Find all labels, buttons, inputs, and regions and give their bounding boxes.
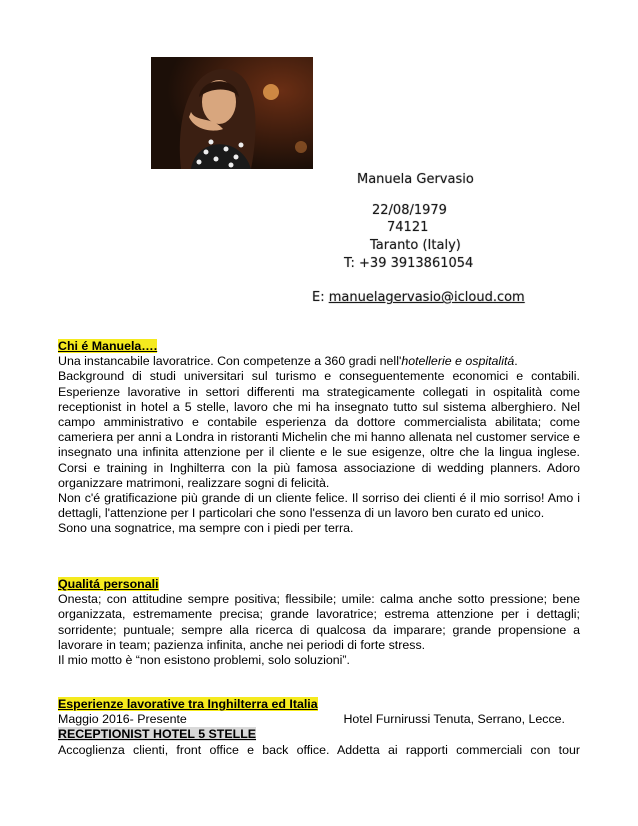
email-prefix: E: <box>312 290 329 305</box>
job-role: RECEPTIONIST HOTEL 5 STELLE <box>58 727 257 742</box>
portrait-image <box>151 57 313 169</box>
full-name: Manuela Gervasio <box>357 172 474 187</box>
about-body-1: Background di studi universitari sul turismo e conseguentemente economici e contabili. Esperienze lavorative in settori differenti ma strategicamente collegati in ospitalità come receptionist in hotel a 5 stelle, lavoro che mi ha insegnato tutto sul sistema alberghiero. Nel campo amministrativo e contabile esperienza da dottore commercialista abilitata; come cameriera per anni a Londra in ristoranti Michelin che mi hanno allenata nel customer service e insegnato una infinita attenzione per il cliente e le sue esigenze, oltre che la lingua inglese. Corsi e training in Inghilterra con la più famosa associazione di wedding planners. Adoro organizzare matrimoni, realizzare sogni di felicità. <box>58 369 580 490</box>
about-intro: Una instancabile lavoratrice. Con competenze a 360 gradi nell'hotellerie e ospitalitá. <box>58 354 518 369</box>
postcode: 74121 <box>387 220 429 235</box>
job-row <box>58 712 565 727</box>
about-body-3: Sono una sognatrice, ma sempre con i piedi per terra. <box>58 521 354 536</box>
experience-heading: Esperienze lavorative tra Inghilterra ed Italia <box>58 697 318 711</box>
about-section <box>58 339 580 537</box>
qualities-motto: Il mio motto è “non esistono problemi, solo soluzioni”. <box>58 653 351 668</box>
job-employer: Hotel Furnirussi Tenuta, Serrano, Lecce. <box>343 712 565 727</box>
email-line <box>312 290 525 305</box>
date-of-birth: 22/08/1979 <box>372 203 447 218</box>
qualities-section <box>58 577 580 668</box>
qualities-heading: Qualitá personali <box>58 577 159 591</box>
about-heading: Chi é Manuela…. <box>58 339 158 353</box>
job-period: Maggio 2016- Presente <box>58 712 187 727</box>
about-body-2: Non c'é gratificazione più grande di un cliente felice. Il sorriso dei clienti é il mio sorriso! Amo i dettagli, l'attenzione per I particolari che sono l'essenza di un lavoro ben curato ed unico. <box>58 491 580 521</box>
profile-photo <box>151 57 313 169</box>
experience-section <box>58 697 580 758</box>
qualities-body: Onesta; con attitudine sempre positiva; flessibile; umile: calma anche sotto pressione; bene organizzata, estremamente precisa; grande lavoratrice; estrema attenzione per i dettagli; sorridente; puntuale; sempre alla ricerca di qualcosa da imparare; grande propensione a lavorare in team; pazienza infinita, anche nei periodi di forte stress. <box>58 592 580 652</box>
job-description: Accoglienza clienti, front office e back office. Addetta ai rapporti commerciali con tour <box>58 742 580 757</box>
phone-number: T: +39 3913861054 <box>344 256 474 271</box>
email-link[interactable]: manuelagervasio@icloud.com <box>328 290 525 305</box>
city: Taranto (Italy) <box>370 238 461 253</box>
